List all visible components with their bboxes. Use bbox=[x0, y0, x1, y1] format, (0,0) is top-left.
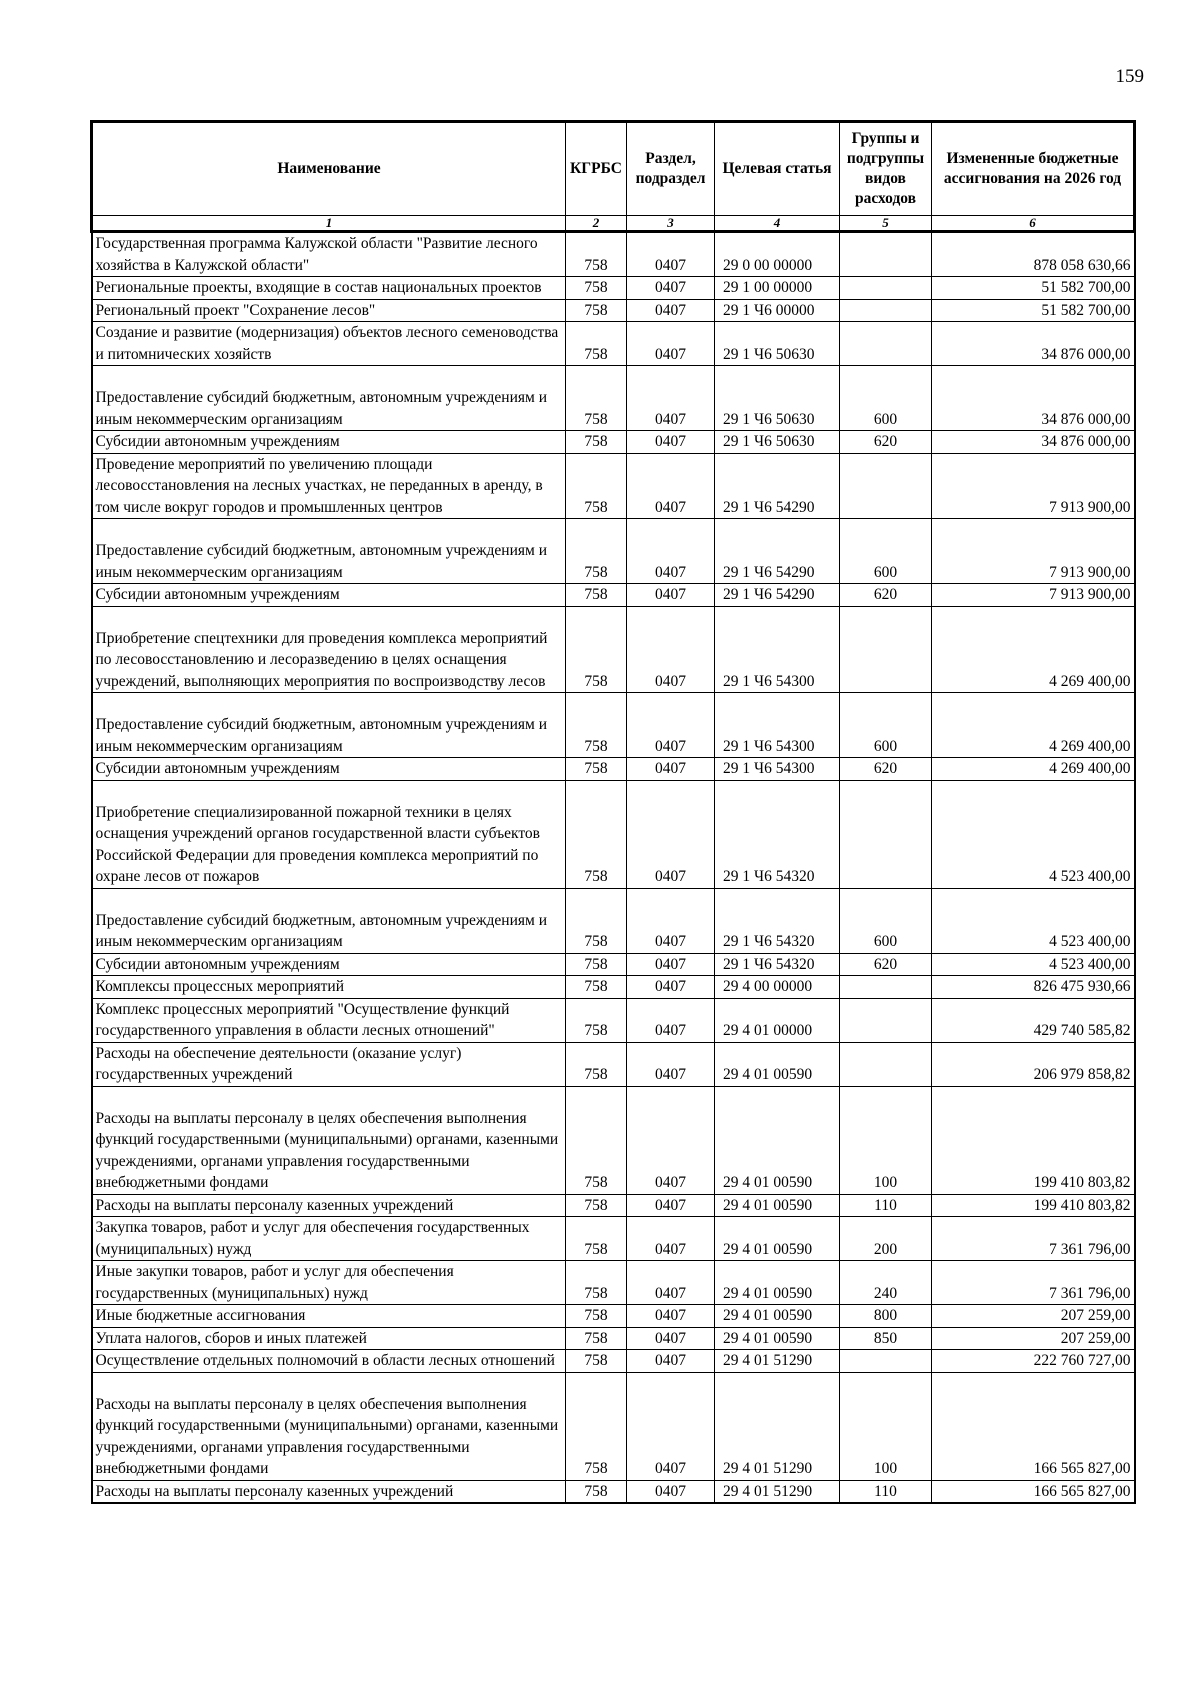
row-name: Комплексы процессных мероприятий bbox=[92, 976, 566, 999]
row-kgrbs: 758 bbox=[566, 1305, 627, 1328]
row-section: 0407 bbox=[627, 1194, 715, 1217]
row-group: 100 bbox=[840, 1372, 932, 1480]
row-kgrbs: 758 bbox=[566, 998, 627, 1042]
row-group: 620 bbox=[840, 584, 932, 607]
row-target: 29 1 Ч6 54300 bbox=[715, 606, 840, 693]
table-row bbox=[92, 1372, 1135, 1480]
row-amount: 7 913 900,00 bbox=[932, 584, 1135, 607]
table-row bbox=[92, 1217, 1135, 1261]
row-target: 29 4 01 51290 bbox=[715, 1372, 840, 1480]
row-section: 0407 bbox=[627, 1350, 715, 1373]
row-amount: 34 876 000,00 bbox=[932, 322, 1135, 366]
row-kgrbs: 758 bbox=[566, 1042, 627, 1086]
row-name: Комплекс процессных мероприятий "Осуществление функций государственного управления в области лесных отношений" bbox=[92, 998, 566, 1042]
table-row bbox=[92, 366, 1135, 431]
row-target: 29 1 Ч6 54290 bbox=[715, 519, 840, 584]
column-number: 6 bbox=[932, 216, 1135, 232]
row-section: 0407 bbox=[627, 322, 715, 366]
row-amount: 51 582 700,00 bbox=[932, 299, 1135, 322]
row-name: Расходы на выплаты персоналу в целях обеспечения выполнения функций государственными (муниципальными) органами, казенными учреждениями, органами управления государственными внебюджетными фондами bbox=[92, 1372, 566, 1480]
row-section: 0407 bbox=[627, 1372, 715, 1480]
row-kgrbs: 758 bbox=[566, 584, 627, 607]
row-name: Проведение мероприятий по увеличению площади лесовосстановления на лесных участках, не переданных в аренду, в том числе вокруг городов и промышленных центров bbox=[92, 453, 566, 519]
row-amount: 166 565 827,00 bbox=[932, 1480, 1135, 1503]
row-group bbox=[840, 1350, 932, 1373]
table-row bbox=[92, 584, 1135, 607]
row-group bbox=[840, 780, 932, 888]
row-kgrbs: 758 bbox=[566, 1372, 627, 1480]
row-kgrbs: 758 bbox=[566, 277, 627, 300]
row-name: Расходы на выплаты персоналу казенных учреждений bbox=[92, 1194, 566, 1217]
row-group: 620 bbox=[840, 431, 932, 454]
row-section: 0407 bbox=[627, 431, 715, 454]
row-group bbox=[840, 998, 932, 1042]
row-group bbox=[840, 277, 932, 300]
table-row bbox=[92, 277, 1135, 300]
row-section: 0407 bbox=[627, 366, 715, 431]
row-name: Осуществление отдельных полномочий в области лесных отношений bbox=[92, 1350, 566, 1373]
row-amount: 207 259,00 bbox=[932, 1327, 1135, 1350]
row-target: 29 1 00 00000 bbox=[715, 277, 840, 300]
table-row bbox=[92, 519, 1135, 584]
row-target: 29 4 01 00590 bbox=[715, 1217, 840, 1261]
table-row bbox=[92, 1350, 1135, 1373]
row-kgrbs: 758 bbox=[566, 322, 627, 366]
row-target: 29 4 01 51290 bbox=[715, 1350, 840, 1373]
row-name: Расходы на обеспечение деятельности (оказание услуг) государственных учреждений bbox=[92, 1042, 566, 1086]
row-section: 0407 bbox=[627, 1480, 715, 1503]
row-amount: 4 269 400,00 bbox=[932, 606, 1135, 693]
row-amount: 222 760 727,00 bbox=[932, 1350, 1135, 1373]
row-group bbox=[840, 606, 932, 693]
row-group bbox=[840, 1042, 932, 1086]
row-group bbox=[840, 453, 932, 519]
header-kgrbs: КГРБС bbox=[566, 122, 627, 216]
table-body bbox=[92, 232, 1135, 1504]
row-name: Приобретение специализированной пожарной техники в целях оснащения учреждений органов государственной власти субъектов Российской Федерации для проведения комплекса мероприятий по охране лесов от пожаров bbox=[92, 780, 566, 888]
column-number: 2 bbox=[566, 216, 627, 232]
row-name: Закупка товаров, работ и услуг для обеспечения государственных (муниципальных) нужд bbox=[92, 1217, 566, 1261]
row-group bbox=[840, 299, 932, 322]
table-row bbox=[92, 888, 1135, 953]
row-kgrbs: 758 bbox=[566, 1261, 627, 1305]
row-kgrbs: 758 bbox=[566, 1217, 627, 1261]
row-amount: 4 269 400,00 bbox=[932, 758, 1135, 781]
row-kgrbs: 758 bbox=[566, 1086, 627, 1194]
row-group: 110 bbox=[840, 1480, 932, 1503]
row-amount: 4 523 400,00 bbox=[932, 780, 1135, 888]
row-target: 29 4 01 00590 bbox=[715, 1327, 840, 1350]
row-target: 29 4 01 00590 bbox=[715, 1261, 840, 1305]
row-target: 29 1 Ч6 50630 bbox=[715, 322, 840, 366]
row-section: 0407 bbox=[627, 1261, 715, 1305]
row-kgrbs: 758 bbox=[566, 366, 627, 431]
row-kgrbs: 758 bbox=[566, 299, 627, 322]
row-amount: 206 979 858,82 bbox=[932, 1042, 1135, 1086]
row-amount: 7 913 900,00 bbox=[932, 519, 1135, 584]
row-target: 29 1 Ч6 54300 bbox=[715, 693, 840, 758]
row-target: 29 1 Ч6 54320 bbox=[715, 888, 840, 953]
row-section: 0407 bbox=[627, 976, 715, 999]
row-target: 29 4 01 00590 bbox=[715, 1086, 840, 1194]
column-number: 4 bbox=[715, 216, 840, 232]
row-target: 29 1 Ч6 50630 bbox=[715, 431, 840, 454]
row-name: Предоставление субсидий бюджетным, автономным учреждениям и иным некоммерческим организациям bbox=[92, 366, 566, 431]
row-section: 0407 bbox=[627, 584, 715, 607]
row-section: 0407 bbox=[627, 1327, 715, 1350]
row-group: 600 bbox=[840, 888, 932, 953]
header-section: Раздел, подраздел bbox=[627, 122, 715, 216]
row-amount: 826 475 930,66 bbox=[932, 976, 1135, 999]
row-group bbox=[840, 322, 932, 366]
row-target: 29 4 01 51290 bbox=[715, 1480, 840, 1503]
row-name: Субсидии автономным учреждениям bbox=[92, 758, 566, 781]
row-name: Иные закупки товаров, работ и услуг для обеспечения государственных (муниципальных) нужд bbox=[92, 1261, 566, 1305]
row-target: 29 4 01 00590 bbox=[715, 1305, 840, 1328]
row-target: 29 1 Ч6 54290 bbox=[715, 453, 840, 519]
row-amount: 7 361 796,00 bbox=[932, 1261, 1135, 1305]
row-section: 0407 bbox=[627, 519, 715, 584]
row-name: Уплата налогов, сборов и иных платежей bbox=[92, 1327, 566, 1350]
row-name: Региональный проект "Сохранение лесов" bbox=[92, 299, 566, 322]
row-kgrbs: 758 bbox=[566, 431, 627, 454]
row-target: 29 4 00 00000 bbox=[715, 976, 840, 999]
row-target: 29 4 01 00590 bbox=[715, 1194, 840, 1217]
row-amount: 199 410 803,82 bbox=[932, 1086, 1135, 1194]
row-target: 29 1 Ч6 54290 bbox=[715, 584, 840, 607]
row-group: 600 bbox=[840, 693, 932, 758]
table-row bbox=[92, 1327, 1135, 1350]
row-kgrbs: 758 bbox=[566, 1480, 627, 1503]
row-section: 0407 bbox=[627, 606, 715, 693]
row-section: 0407 bbox=[627, 232, 715, 277]
row-section: 0407 bbox=[627, 1086, 715, 1194]
row-name: Расходы на выплаты персоналу в целях обеспечения выполнения функций государственными (муниципальными) органами, казенными учреждениями, органами управления государственными внебюджетными фондами bbox=[92, 1086, 566, 1194]
row-amount: 4 523 400,00 bbox=[932, 888, 1135, 953]
row-section: 0407 bbox=[627, 758, 715, 781]
row-amount: 207 259,00 bbox=[932, 1305, 1135, 1328]
table-row bbox=[92, 976, 1135, 999]
table-row bbox=[92, 1480, 1135, 1503]
row-target: 29 1 Ч6 50630 bbox=[715, 366, 840, 431]
row-name: Иные бюджетные ассигнования bbox=[92, 1305, 566, 1328]
row-name: Расходы на выплаты персоналу казенных учреждений bbox=[92, 1480, 566, 1503]
table-row bbox=[92, 606, 1135, 693]
row-group: 850 bbox=[840, 1327, 932, 1350]
row-group bbox=[840, 232, 932, 277]
table-row bbox=[92, 1042, 1135, 1086]
row-amount: 878 058 630,66 bbox=[932, 232, 1135, 277]
page-number: 159 bbox=[1115, 66, 1144, 87]
row-section: 0407 bbox=[627, 693, 715, 758]
row-name: Предоставление субсидий бюджетным, автономным учреждениям и иным некоммерческим организациям bbox=[92, 888, 566, 953]
column-number: 1 bbox=[92, 216, 566, 232]
table-row bbox=[92, 453, 1135, 519]
row-section: 0407 bbox=[627, 277, 715, 300]
row-group: 600 bbox=[840, 519, 932, 584]
table-row bbox=[92, 1261, 1135, 1305]
row-name: Приобретение спецтехники для проведения комплекса мероприятий по лесовосстановлению и лесоразведению в целях оснащения учреждений, выполняющих мероприятия по воспроизводству лесов bbox=[92, 606, 566, 693]
row-name: Создание и развитие (модернизация) объектов лесного семеноводства и питомнических хозяйств bbox=[92, 322, 566, 366]
row-group: 110 bbox=[840, 1194, 932, 1217]
row-section: 0407 bbox=[627, 998, 715, 1042]
table-row bbox=[92, 693, 1135, 758]
row-name: Субсидии автономным учреждениям bbox=[92, 431, 566, 454]
table-row bbox=[92, 998, 1135, 1042]
row-name: Предоставление субсидий бюджетным, автономным учреждениям и иным некоммерческим организациям bbox=[92, 519, 566, 584]
row-section: 0407 bbox=[627, 453, 715, 519]
table-row bbox=[92, 299, 1135, 322]
table-row bbox=[92, 780, 1135, 888]
row-name: Предоставление субсидий бюджетным, автономным учреждениям и иным некоммерческим организациям bbox=[92, 693, 566, 758]
row-kgrbs: 758 bbox=[566, 758, 627, 781]
row-kgrbs: 758 bbox=[566, 232, 627, 277]
row-amount: 199 410 803,82 bbox=[932, 1194, 1135, 1217]
header-row bbox=[92, 122, 1135, 216]
row-amount: 429 740 585,82 bbox=[932, 998, 1135, 1042]
row-kgrbs: 758 bbox=[566, 1194, 627, 1217]
row-amount: 34 876 000,00 bbox=[932, 431, 1135, 454]
table-row bbox=[92, 1194, 1135, 1217]
row-kgrbs: 758 bbox=[566, 453, 627, 519]
column-number: 5 bbox=[840, 216, 932, 232]
row-section: 0407 bbox=[627, 299, 715, 322]
row-kgrbs: 758 bbox=[566, 953, 627, 976]
row-group: 600 bbox=[840, 366, 932, 431]
row-target: 29 4 01 00590 bbox=[715, 1042, 840, 1086]
row-amount: 166 565 827,00 bbox=[932, 1372, 1135, 1480]
header-name: Наименование bbox=[92, 122, 566, 216]
row-section: 0407 bbox=[627, 888, 715, 953]
column-number-row bbox=[92, 216, 1135, 232]
header-amount: Измененные бюджетные ассигнования на 2026 год bbox=[932, 122, 1135, 216]
row-group: 620 bbox=[840, 953, 932, 976]
row-kgrbs: 758 bbox=[566, 606, 627, 693]
row-name: Субсидии автономным учреждениям bbox=[92, 584, 566, 607]
table-row bbox=[92, 1305, 1135, 1328]
row-group: 620 bbox=[840, 758, 932, 781]
budget-table bbox=[90, 120, 1136, 1504]
row-section: 0407 bbox=[627, 780, 715, 888]
row-group: 800 bbox=[840, 1305, 932, 1328]
row-section: 0407 bbox=[627, 1042, 715, 1086]
row-name: Региональные проекты, входящие в состав национальных проектов bbox=[92, 277, 566, 300]
row-group bbox=[840, 976, 932, 999]
table-row bbox=[92, 232, 1135, 277]
row-group: 200 bbox=[840, 1217, 932, 1261]
row-kgrbs: 758 bbox=[566, 976, 627, 999]
table-row bbox=[92, 322, 1135, 366]
row-amount: 4 269 400,00 bbox=[932, 693, 1135, 758]
table-row bbox=[92, 758, 1135, 781]
row-target: 29 1 Ч6 54300 bbox=[715, 758, 840, 781]
row-amount: 4 523 400,00 bbox=[932, 953, 1135, 976]
row-name: Субсидии автономным учреждениям bbox=[92, 953, 566, 976]
row-target: 29 1 Ч6 54320 bbox=[715, 780, 840, 888]
row-kgrbs: 758 bbox=[566, 1350, 627, 1373]
row-amount: 34 876 000,00 bbox=[932, 366, 1135, 431]
row-target: 29 4 01 00000 bbox=[715, 998, 840, 1042]
row-amount: 7 913 900,00 bbox=[932, 453, 1135, 519]
row-group: 240 bbox=[840, 1261, 932, 1305]
table-row bbox=[92, 953, 1135, 976]
row-section: 0407 bbox=[627, 1217, 715, 1261]
row-kgrbs: 758 bbox=[566, 888, 627, 953]
row-section: 0407 bbox=[627, 953, 715, 976]
row-section: 0407 bbox=[627, 1305, 715, 1328]
row-name: Государственная программа Калужской области "Развитие лесного хозяйства в Калужской области" bbox=[92, 232, 566, 277]
row-target: 29 1 Ч6 54320 bbox=[715, 953, 840, 976]
row-target: 29 0 00 00000 bbox=[715, 232, 840, 277]
row-kgrbs: 758 bbox=[566, 780, 627, 888]
row-group: 100 bbox=[840, 1086, 932, 1194]
row-amount: 7 361 796,00 bbox=[932, 1217, 1135, 1261]
row-amount: 51 582 700,00 bbox=[932, 277, 1135, 300]
header-group: Группы и подгруппы видов расходов bbox=[840, 122, 932, 216]
row-target: 29 1 Ч6 00000 bbox=[715, 299, 840, 322]
header-target: Целевая статья bbox=[715, 122, 840, 216]
row-kgrbs: 758 bbox=[566, 519, 627, 584]
column-number: 3 bbox=[627, 216, 715, 232]
table-row bbox=[92, 1086, 1135, 1194]
row-kgrbs: 758 bbox=[566, 1327, 627, 1350]
table-row bbox=[92, 431, 1135, 454]
row-kgrbs: 758 bbox=[566, 693, 627, 758]
